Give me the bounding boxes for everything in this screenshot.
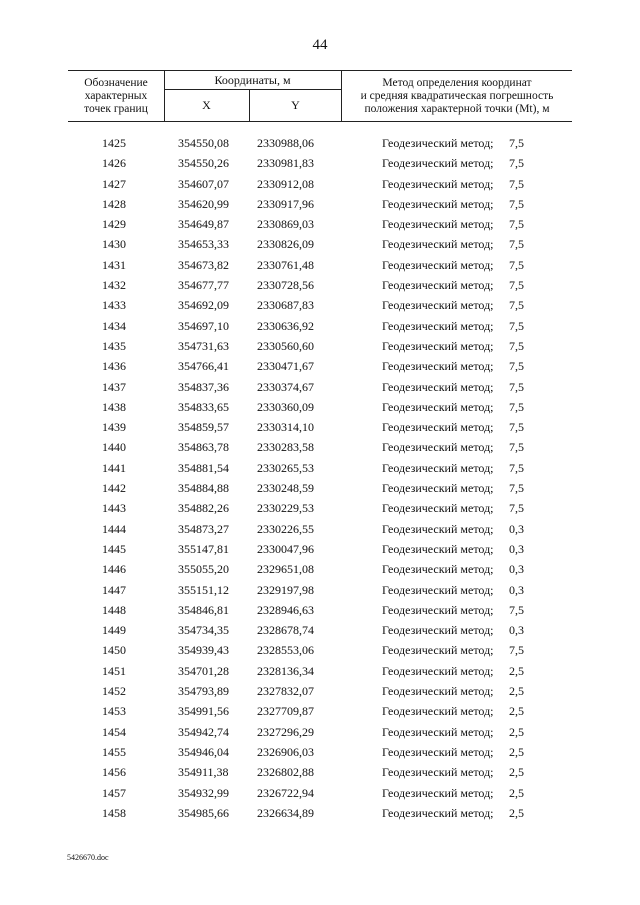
accuracy-value: 7,5	[509, 460, 524, 475]
table-row	[68, 519, 572, 539]
x-coordinate: 354653,33	[178, 237, 229, 252]
table-row	[68, 133, 572, 153]
x-coordinate: 354607,07	[178, 176, 229, 191]
x-coordinate: 354701,28	[178, 663, 229, 678]
method-text: Геодезический метод;	[382, 541, 494, 556]
accuracy-value: 7,5	[509, 278, 524, 293]
point-id: 1444	[102, 521, 126, 536]
method-text: Геодезический метод;	[382, 744, 494, 759]
table-row	[68, 397, 572, 417]
method-text: Геодезический метод;	[382, 663, 494, 678]
header-method	[342, 71, 572, 121]
y-coordinate: 2330360,09	[257, 399, 314, 414]
header-method-line-3: положения характерной точки (Mt), м	[364, 102, 550, 115]
table-row	[68, 377, 572, 397]
method-text: Геодезический метод;	[382, 501, 494, 516]
table-body	[68, 133, 572, 823]
table-row	[68, 458, 572, 478]
method-text: Геодезический метод;	[382, 420, 494, 435]
point-id: 1450	[102, 643, 126, 658]
header-point-line-2: характерных	[84, 89, 148, 102]
accuracy-value: 7,5	[509, 338, 524, 353]
y-coordinate: 2330047,96	[257, 541, 314, 556]
accuracy-value: 2,5	[509, 765, 524, 780]
table-row	[68, 275, 572, 295]
y-coordinate: 2328553,06	[257, 643, 314, 658]
table-row	[68, 783, 572, 803]
table-row	[68, 153, 572, 173]
x-coordinate: 354731,63	[178, 338, 229, 353]
point-id: 1426	[102, 156, 126, 171]
x-coordinate: 354833,65	[178, 399, 229, 414]
point-id: 1448	[102, 602, 126, 617]
table-header	[68, 70, 572, 122]
table-row	[68, 174, 572, 194]
x-coordinate: 354863,78	[178, 440, 229, 455]
table-row	[68, 356, 572, 376]
x-coordinate: 354882,26	[178, 501, 229, 516]
table-row	[68, 255, 572, 275]
x-coordinate: 354692,09	[178, 298, 229, 313]
accuracy-value: 7,5	[509, 298, 524, 313]
point-id: 1458	[102, 805, 126, 820]
x-coordinate: 354793,89	[178, 684, 229, 699]
method-text: Геодезический метод;	[382, 338, 494, 353]
point-id: 1452	[102, 684, 126, 699]
accuracy-value: 7,5	[509, 440, 524, 455]
method-text: Геодезический метод;	[382, 359, 494, 374]
accuracy-value: 2,5	[509, 805, 524, 820]
point-id: 1449	[102, 623, 126, 638]
point-id: 1456	[102, 765, 126, 780]
x-coordinate: 354649,87	[178, 217, 229, 232]
table-row	[68, 803, 572, 823]
table-row	[68, 336, 572, 356]
point-id: 1442	[102, 481, 126, 496]
table-row	[68, 295, 572, 315]
table-row	[68, 539, 572, 559]
point-id: 1453	[102, 704, 126, 719]
method-text: Геодезический метод;	[382, 562, 494, 577]
accuracy-value: 2,5	[509, 724, 524, 739]
x-coordinate: 354942,74	[178, 724, 229, 739]
table-row	[68, 722, 572, 742]
table-row	[68, 194, 572, 214]
table-row	[68, 580, 572, 600]
point-id: 1425	[102, 136, 126, 150]
accuracy-value: 2,5	[509, 663, 524, 678]
header-point-line-1: Обозначение	[84, 76, 148, 89]
table-row	[68, 478, 572, 498]
point-id: 1443	[102, 501, 126, 516]
x-coordinate: 355055,20	[178, 562, 229, 577]
accuracy-value: 0,3	[509, 541, 524, 556]
point-id: 1431	[102, 257, 126, 272]
accuracy-value: 7,5	[509, 399, 524, 414]
x-coordinate: 354939,43	[178, 643, 229, 658]
point-id: 1454	[102, 724, 126, 739]
accuracy-value: 7,5	[509, 237, 524, 252]
method-text: Геодезический метод;	[382, 237, 494, 252]
method-text: Геодезический метод;	[382, 257, 494, 272]
method-text: Геодезический метод;	[382, 298, 494, 313]
accuracy-value: 7,5	[509, 420, 524, 435]
table-row	[68, 661, 572, 681]
y-coordinate: 2326802,88	[257, 765, 314, 780]
accuracy-value: 2,5	[509, 744, 524, 759]
y-coordinate: 2330728,56	[257, 278, 314, 293]
point-id: 1433	[102, 298, 126, 313]
x-coordinate: 354673,82	[178, 257, 229, 272]
accuracy-value: 7,5	[509, 481, 524, 496]
point-id: 1430	[102, 237, 126, 252]
header-point-designation	[68, 71, 165, 121]
method-text: Геодезический метод;	[382, 724, 494, 739]
x-coordinate: 354932,99	[178, 785, 229, 800]
point-id: 1447	[102, 582, 126, 597]
accuracy-value: 0,3	[509, 623, 524, 638]
y-coordinate: 2330869,03	[257, 217, 314, 232]
accuracy-value: 2,5	[509, 684, 524, 699]
accuracy-value: 2,5	[509, 785, 524, 800]
x-coordinate: 355147,81	[178, 541, 229, 556]
table-row	[68, 417, 572, 437]
y-coordinate: 2330826,09	[257, 237, 314, 252]
method-text: Геодезический метод;	[382, 318, 494, 333]
accuracy-value: 7,5	[509, 379, 524, 394]
header-point-line-3: точек границ	[84, 102, 148, 115]
method-text: Геодезический метод;	[382, 196, 494, 211]
x-coordinate: 354837,36	[178, 379, 229, 394]
method-text: Геодезический метод;	[382, 521, 494, 536]
accuracy-value: 7,5	[509, 196, 524, 211]
y-coordinate: 2328678,74	[257, 623, 314, 638]
y-coordinate: 2330912,08	[257, 176, 314, 191]
accuracy-value: 7,5	[509, 602, 524, 617]
accuracy-value: 7,5	[509, 318, 524, 333]
point-id: 1427	[102, 176, 126, 191]
x-coordinate: 354550,26	[178, 156, 229, 171]
y-coordinate: 2329197,98	[257, 582, 314, 597]
y-coordinate: 2326634,89	[257, 805, 314, 820]
method-text: Геодезический метод;	[382, 440, 494, 455]
header-method-line-1: Метод определения координат	[382, 76, 532, 89]
x-coordinate: 354991,56	[178, 704, 229, 719]
header-method-line-2: и средняя квадратическая погрешность	[360, 89, 554, 102]
y-coordinate: 2330283,58	[257, 440, 314, 455]
x-coordinate: 354859,57	[178, 420, 229, 435]
y-coordinate: 2327296,29	[257, 724, 314, 739]
point-id: 1439	[102, 420, 126, 435]
table-row	[68, 742, 572, 762]
point-id: 1428	[102, 196, 126, 211]
y-coordinate: 2330636,92	[257, 318, 314, 333]
method-text: Геодезический метод;	[382, 156, 494, 171]
method-text: Геодезический метод;	[382, 176, 494, 191]
y-coordinate: 2330981,83	[257, 156, 314, 171]
header-coordinates	[164, 71, 342, 121]
method-text: Геодезический метод;	[382, 704, 494, 719]
page-number: 44	[312, 37, 328, 53]
method-text: Геодезический метод;	[382, 399, 494, 414]
method-text: Геодезический метод;	[382, 136, 494, 150]
method-text: Геодезический метод;	[382, 805, 494, 820]
method-text: Геодезический метод;	[382, 684, 494, 699]
y-coordinate: 2330226,55	[257, 521, 314, 536]
method-text: Геодезический метод;	[382, 643, 494, 658]
point-id: 1440	[102, 440, 126, 455]
y-coordinate: 2330471,67	[257, 359, 314, 374]
point-id: 1438	[102, 399, 126, 414]
table-row	[68, 701, 572, 721]
accuracy-value: 0,3	[509, 582, 524, 597]
table-row	[68, 762, 572, 782]
y-coordinate: 2330761,48	[257, 257, 314, 272]
point-id: 1435	[102, 338, 126, 353]
x-coordinate: 354550,08	[178, 136, 229, 150]
table-row	[68, 620, 572, 640]
accuracy-value: 7,5	[509, 176, 524, 191]
y-coordinate: 2330229,53	[257, 501, 314, 516]
point-id: 1455	[102, 744, 126, 759]
header-coordinates-title: Координаты, м	[164, 71, 341, 90]
table-row	[68, 559, 572, 579]
accuracy-value: 2,5	[509, 704, 524, 719]
header-x: X	[164, 90, 250, 121]
point-id: 1437	[102, 379, 126, 394]
method-text: Геодезический метод;	[382, 582, 494, 597]
y-coordinate: 2330248,59	[257, 481, 314, 496]
y-coordinate: 2326906,03	[257, 744, 314, 759]
x-coordinate: 354697,10	[178, 318, 229, 333]
point-id: 1429	[102, 217, 126, 232]
table-row	[68, 498, 572, 518]
accuracy-value: 7,5	[509, 217, 524, 232]
x-coordinate: 354734,35	[178, 623, 229, 638]
method-text: Геодезический метод;	[382, 379, 494, 394]
y-coordinate: 2330374,67	[257, 379, 314, 394]
point-id: 1457	[102, 785, 126, 800]
y-coordinate: 2330988,06	[257, 136, 314, 150]
method-text: Геодезический метод;	[382, 217, 494, 232]
accuracy-value: 0,3	[509, 521, 524, 536]
x-coordinate: 354884,88	[178, 481, 229, 496]
x-coordinate: 354946,04	[178, 744, 229, 759]
y-coordinate: 2327832,07	[257, 684, 314, 699]
point-id: 1436	[102, 359, 126, 374]
x-coordinate: 354620,99	[178, 196, 229, 211]
y-coordinate: 2330917,96	[257, 196, 314, 211]
y-coordinate: 2326722,94	[257, 785, 314, 800]
accuracy-value: 7,5	[509, 359, 524, 374]
y-coordinate: 2330687,83	[257, 298, 314, 313]
method-text: Геодезический метод;	[382, 460, 494, 475]
table-row	[68, 214, 572, 234]
x-coordinate: 354766,41	[178, 359, 229, 374]
point-id: 1434	[102, 318, 126, 333]
table-row	[68, 316, 572, 336]
accuracy-value: 7,5	[509, 257, 524, 272]
y-coordinate: 2330314,10	[257, 420, 314, 435]
header-y: Y	[291, 98, 300, 112]
x-coordinate: 354911,38	[178, 765, 229, 780]
table-row	[68, 681, 572, 701]
method-text: Геодезический метод;	[382, 278, 494, 293]
method-text: Геодезический метод;	[382, 765, 494, 780]
method-text: Геодезический метод;	[382, 481, 494, 496]
y-coordinate: 2330265,53	[257, 460, 314, 475]
method-text: Геодезический метод;	[382, 785, 494, 800]
method-text: Геодезический метод;	[382, 623, 494, 638]
method-text: Геодезический метод;	[382, 602, 494, 617]
x-coordinate: 355151,12	[178, 582, 229, 597]
y-coordinate: 2330560,60	[257, 338, 314, 353]
x-coordinate: 354846,81	[178, 602, 229, 617]
accuracy-value: 7,5	[509, 156, 524, 171]
accuracy-value: 7,5	[509, 643, 524, 658]
table-row	[68, 437, 572, 457]
y-coordinate: 2328946,63	[257, 602, 314, 617]
x-coordinate: 354873,27	[178, 521, 229, 536]
y-coordinate: 2329651,08	[257, 562, 314, 577]
table-row	[68, 600, 572, 620]
accuracy-value: 7,5	[509, 136, 524, 150]
point-id: 1445	[102, 541, 126, 556]
x-coordinate: 354881,54	[178, 460, 229, 475]
table-row	[68, 640, 572, 660]
y-coordinate: 2328136,34	[257, 663, 314, 678]
file-name-footer: 5426670.doc	[67, 853, 109, 862]
point-id: 1441	[102, 460, 126, 475]
x-coordinate: 354985,66	[178, 805, 229, 820]
table-row	[68, 234, 572, 254]
x-coordinate: 354677,77	[178, 278, 229, 293]
accuracy-value: 0,3	[509, 562, 524, 577]
accuracy-value: 7,5	[509, 501, 524, 516]
y-coordinate: 2327709,87	[257, 704, 314, 719]
point-id: 1451	[102, 663, 126, 678]
point-id: 1432	[102, 278, 126, 293]
point-id: 1446	[102, 562, 126, 577]
